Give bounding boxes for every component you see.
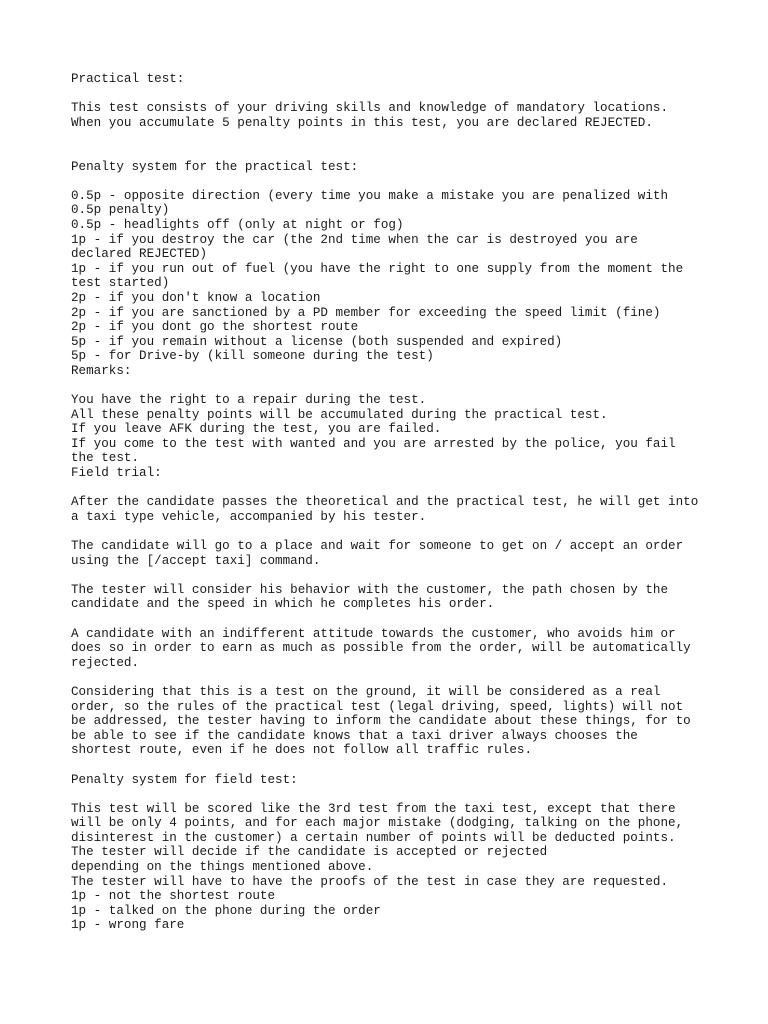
field-paragraph-line: The candidate will go to a place and wait for someone to get on / accept an order bbox=[71, 539, 684, 553]
field-paragraph-line: be able to see if the candidate knows that a taxi driver always chooses the bbox=[71, 728, 638, 743]
practical-penalty-line: 2p - if you are sanctioned by a PD member for exceeding the speed limit (fine) bbox=[71, 305, 661, 320]
field-paragraph-line: a taxi type vehicle, accompanied by his tester. bbox=[71, 509, 427, 524]
practical-intro-line: This test consists of your driving skills and knowledge of mandatory locations. bbox=[71, 101, 669, 116]
spacer bbox=[71, 87, 731, 102]
practical-penalty-line: 0.5p penalty) bbox=[71, 203, 170, 218]
spacer bbox=[71, 670, 731, 685]
field-scoring-line: depending on the things mentioned above. bbox=[71, 860, 374, 875]
remark-line: If you leave AFK during the test, you are failed. bbox=[71, 422, 442, 437]
field-paragraph-line: Considering that this is a test on the ground, it will be considered as a real bbox=[71, 684, 661, 699]
field-scoring-line: The tester will have to have the proofs of the test in case they are requested. bbox=[71, 874, 669, 889]
field-paragraph-line: order, so the rules of the practical test (legal driving, speed, lights) will not bbox=[71, 699, 684, 714]
field-scoring-line: will be only 4 points, and for each major mistake (dodging, talking on the phone, bbox=[71, 816, 684, 831]
practical-penalty-line: 2p - if you dont go the shortest route bbox=[71, 320, 359, 335]
spacer bbox=[71, 481, 731, 496]
remark-line: You have the right to a repair during the test. bbox=[71, 393, 427, 408]
practical-penalty-line: 0.5p - headlights off (only at night or fog) bbox=[71, 217, 404, 232]
field-paragraph-line: The tester will consider his behavior with the customer, the path chosen by the bbox=[71, 582, 669, 597]
field-paragraph-line: A candidate with an indifferent attitude towards the customer, who avoids him or bbox=[71, 626, 676, 641]
field-heading: Field trial: bbox=[71, 466, 162, 481]
practical-penalty-line: declared REJECTED) bbox=[71, 247, 208, 262]
field-paragraph-line: After the candidate passes the theoretical and the practical test, he will get into bbox=[71, 495, 699, 510]
field-penalty-line: 1p - talked on the phone during the order bbox=[71, 903, 381, 918]
spacer bbox=[71, 758, 731, 773]
spacer bbox=[71, 568, 731, 583]
remark-line: All these penalty points will be accumulated during the practical test. bbox=[71, 407, 608, 422]
practical-intro-line: When you accumulate 5 penalty points in this test, you are declared REJECTED. bbox=[71, 115, 653, 130]
spacer bbox=[71, 787, 731, 802]
remark-line: the test. bbox=[71, 451, 140, 466]
spacer bbox=[71, 378, 731, 393]
field-scoring-line: This test will be scored like the 3rd test from the taxi test, except that there bbox=[71, 801, 676, 816]
field-scoring-line: The tester will decide if the candidate is accepted or rejected bbox=[71, 845, 548, 860]
practical-penalty-line: test started) bbox=[71, 276, 170, 291]
practical-penalty-heading: Penalty system for the practical test: bbox=[71, 159, 359, 174]
remark-line: If you come to the test with wanted and you are arrested by the police, you fail bbox=[71, 436, 676, 451]
field-penalty-line: 1p - not the shortest route bbox=[71, 889, 276, 904]
field-paragraph-line: candidate and the speed in which he completes his order. bbox=[71, 597, 495, 612]
practical-penalty-line: 0.5p - opposite direction (every time you make a mistake you are penalized with bbox=[71, 188, 669, 203]
field-paragraph-line: be addressed, the tester having to inform the candidate about these things, for to bbox=[71, 714, 691, 729]
practical-penalty-line: 5p - for Drive-by (kill someone during the test) bbox=[71, 349, 434, 364]
field-penalty-line: 1p - wrong fare bbox=[71, 918, 185, 933]
field-paragraph-line: shortest route, even if he does not follow all traffic rules. bbox=[71, 743, 533, 758]
practical-penalty-line: 5p - if you remain without a license (both suspended and expired) bbox=[71, 334, 563, 349]
practical-heading: Practical test: bbox=[71, 72, 185, 86]
field-paragraph-line: using the [/accept taxi] command. bbox=[71, 553, 321, 568]
practical-penalty-line: 1p - if you run out of fuel (you have the right to one supply from the moment the bbox=[71, 261, 684, 276]
practical-penalty-line: 2p - if you don't know a location bbox=[71, 290, 321, 305]
spacer bbox=[71, 130, 731, 159]
spacer bbox=[71, 174, 731, 189]
remarks-heading: Remarks: bbox=[71, 363, 132, 378]
field-penalty-heading: Penalty system for field test: bbox=[71, 772, 298, 787]
field-paragraph-line: does so in order to earn as much as possible from the order, will be automatically bbox=[71, 641, 691, 656]
field-paragraph-line: rejected. bbox=[71, 655, 140, 670]
practical-penalty-line: 1p - if you destroy the car (the 2nd time when the car is destroyed you are bbox=[71, 232, 638, 247]
spacer bbox=[71, 612, 731, 627]
field-scoring-line: disinterest in the customer) a certain number of points will be deducted points. bbox=[71, 830, 676, 845]
document-page bbox=[71, 72, 731, 933]
spacer bbox=[71, 524, 731, 539]
